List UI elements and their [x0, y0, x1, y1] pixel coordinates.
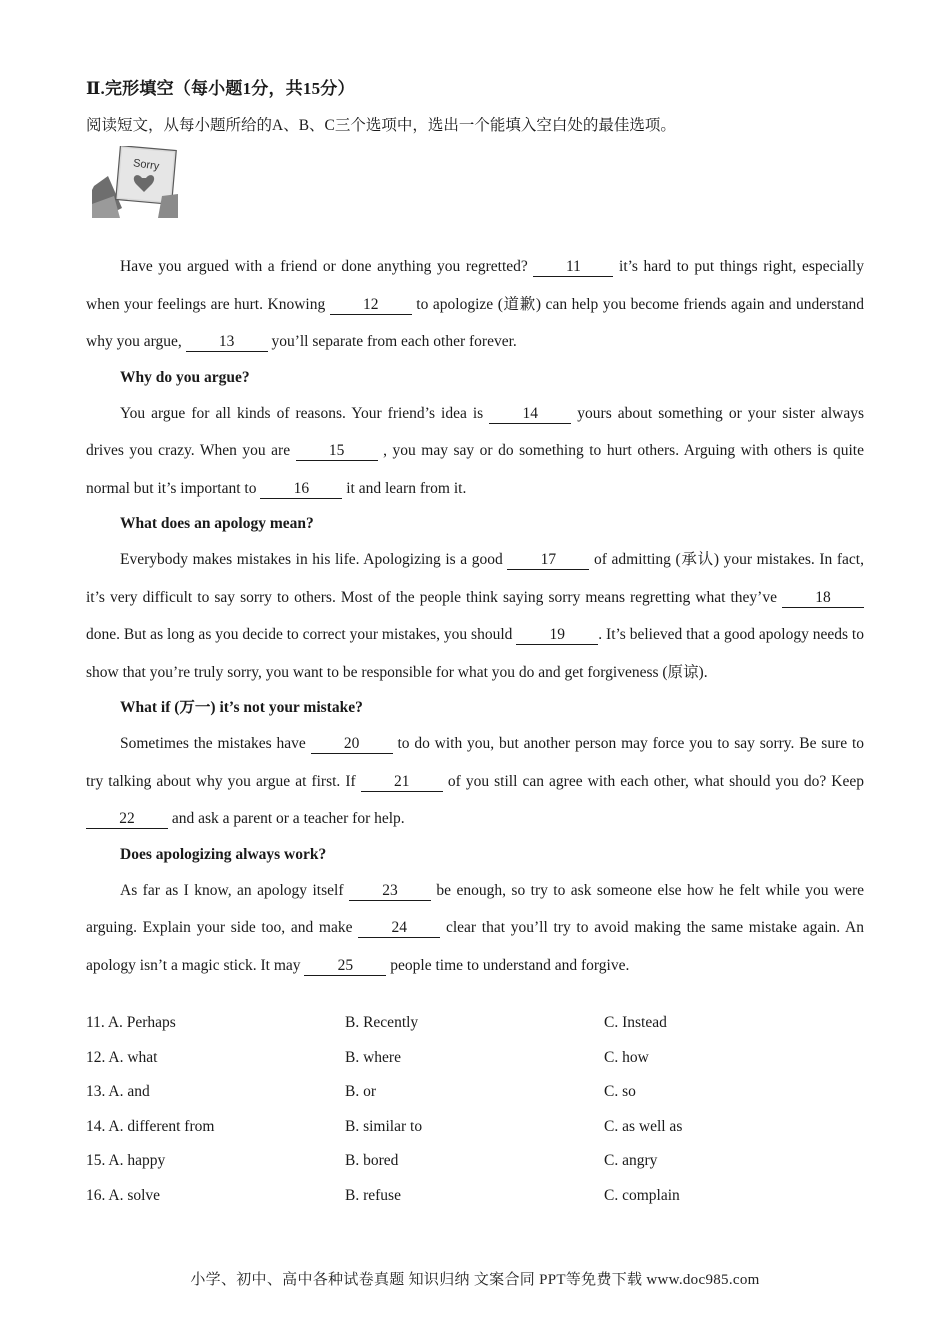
paragraph-2: You argue for all kinds of reasons. Your friend’s idea is 14 yours about something or your sister always drives you crazy. When you are 15 , you may say or do something to hurt others. Arguing with others is quite normal but it’s important to 16 it and learn from it.	[86, 404, 864, 497]
option-a: 15. A. happy	[86, 1152, 166, 1169]
blank-19: 19	[516, 626, 598, 645]
option-a: 14. A. different from	[86, 1117, 215, 1135]
option-b: B. where	[345, 1048, 401, 1066]
blank-25: 25	[304, 957, 386, 976]
option-b: B. bored	[345, 1152, 399, 1169]
paragraph-1: Have you argued with a friend or done anything you regretted? 11 it’s hard to put things right, especially when your feelings are hurt. Knowing 12 to apologize (道歉) can help you become friends again and understand why you argue, 13 you’ll separate from each other forever.	[86, 258, 864, 350]
option-a: 12. A. what	[86, 1048, 158, 1066]
note-word: Sorry	[132, 157, 160, 173]
option-b: B. or	[345, 1083, 376, 1100]
option-row-15	[86, 1152, 866, 1187]
option-c: C. angry	[604, 1152, 658, 1169]
option-b: B. similar to	[345, 1117, 423, 1135]
heading-not-your-mistake: What if (万一) it’s not your mistake?	[120, 699, 363, 716]
option-c: C. as well as	[604, 1117, 683, 1135]
blank-18: 18	[782, 589, 864, 608]
heading-why-argue: Why do you argue?	[120, 368, 250, 386]
blank-15: 15	[296, 442, 378, 461]
section-instruction: 阅读短文，从每小题所给的A、B、C三个选项中，选出一个能填入空白处的最佳选项。	[86, 117, 676, 134]
paragraph-3: Everybody makes mistakes in his life. Apologizing is a good 17 of admitting (承认) your mistakes. In fact, it’s very difficult to say sorry to others. Most of the people think saying sorry means regretting what they’ve 18 done. But as long as you decide to correct your mistakes, you should 19 . It’s believed that a good apology needs to show that you’re truly sorry, you want to be responsible for what you do and get forgiveness (原谅).	[86, 551, 864, 681]
heading-apology-mean: What does an apology mean?	[120, 515, 314, 532]
option-a: 13. A. and	[86, 1083, 150, 1100]
option-c: C. so	[604, 1083, 636, 1100]
option-row-16	[86, 1187, 866, 1222]
option-c: C. complain	[604, 1186, 680, 1204]
blank-13: 13	[186, 333, 268, 352]
blank-14: 14	[489, 405, 571, 424]
blank-12: 12	[330, 296, 412, 315]
option-c: C. Instead	[604, 1014, 667, 1031]
page-footer: 小学、初中、高中各种试卷真题 知识归纳 文案合同 PPT等免费下载 www.doc985.com	[190, 1272, 760, 1288]
option-a: 16. A. solve	[86, 1186, 161, 1204]
option-row-13	[86, 1083, 866, 1118]
option-row-12	[86, 1049, 866, 1084]
section-title: Ⅱ.完形填空（每小题1分，共15分）	[86, 79, 355, 98]
cloze-passage	[86, 248, 864, 984]
answer-options	[86, 1014, 866, 1221]
option-b: B. refuse	[345, 1186, 401, 1204]
blank-24: 24	[358, 919, 440, 938]
option-c: C. how	[604, 1048, 649, 1066]
option-row-14	[86, 1118, 866, 1153]
option-b: B. Recently	[345, 1014, 419, 1031]
sorry-note-image	[92, 146, 178, 218]
blank-16: 16	[260, 480, 342, 499]
blank-22: 22	[86, 810, 168, 829]
blank-17: 17	[507, 551, 589, 570]
option-row-11	[86, 1014, 866, 1049]
option-a: 11. A. Perhaps	[86, 1014, 176, 1031]
blank-20: 20	[311, 735, 393, 754]
blank-11: 11	[533, 258, 613, 277]
blank-23: 23	[349, 882, 431, 901]
heading-apologizing-work: Does apologizing always work?	[120, 845, 327, 863]
paragraph-5: As far as I know, an apology itself 23 be enough, so try to ask someone else how he felt while you were arguing. Explain your side too, and make 24 clear that you’ll try to avoid making the same mistake again. An apology isn’t a magic stick. It may 25 people time to understand and forgive.	[86, 881, 864, 974]
paragraph-4: Sometimes the mistakes have 20 to do with you, but another person may force you to say sorry. Be sure to try talking about why you argue at first. If 21 of you still can agree with each other, what should you do? Keep 22 and ask a parent or a teacher for help.	[86, 735, 865, 827]
blank-21: 21	[361, 773, 443, 792]
